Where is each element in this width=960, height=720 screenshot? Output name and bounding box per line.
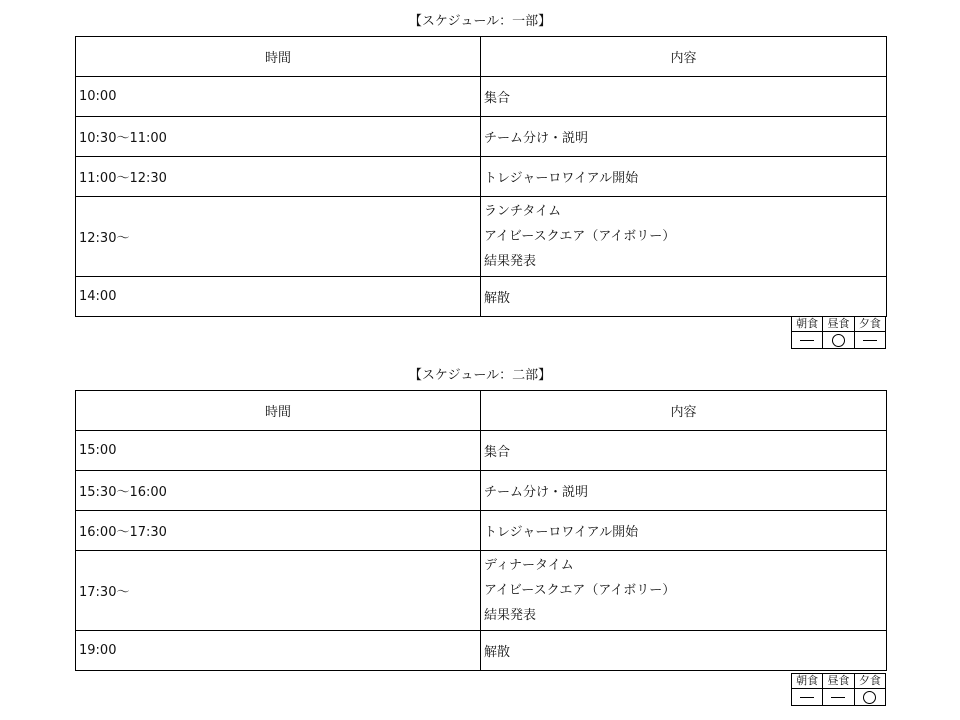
content-cell xyxy=(481,157,887,197)
time-cell: 14:00 xyxy=(76,277,481,317)
meals-part1-table xyxy=(791,316,886,349)
time-column-header: 時間 xyxy=(76,37,481,77)
table-row xyxy=(76,77,887,117)
dash-mark-icon xyxy=(800,340,814,341)
lunch-mark xyxy=(823,689,854,706)
table-row xyxy=(76,117,887,157)
content-line: 結果発表 xyxy=(484,608,537,623)
time-cell: 12:30～ xyxy=(76,197,481,277)
schedule-part2-table xyxy=(75,390,887,671)
lunch-header: 昼食 xyxy=(823,674,854,689)
time-cell: 17:30～ xyxy=(76,551,481,631)
meals-marks-row xyxy=(792,689,886,706)
content-cell xyxy=(481,511,887,551)
content-column-header: 内容 xyxy=(481,37,887,77)
meals-header-row xyxy=(792,317,886,332)
meals-part2-table xyxy=(791,673,886,706)
content-cell xyxy=(481,197,887,277)
content-line: トレジャーロワイアル開始 xyxy=(484,171,639,186)
time-cell: 15:30～16:00 xyxy=(76,471,481,511)
content-cell xyxy=(481,471,887,511)
meals-header-row xyxy=(792,674,886,689)
dinner-mark xyxy=(854,332,885,349)
content-line: アイビースクエア（アイボリー） xyxy=(484,583,676,598)
content-line: ディナータイム xyxy=(484,558,574,573)
breakfast-header: 朝食 xyxy=(792,674,823,689)
content-line: ランチタイム xyxy=(484,204,562,219)
breakfast-header: 朝食 xyxy=(792,317,823,332)
dinner-header: 夕食 xyxy=(854,674,885,689)
table-row xyxy=(76,431,887,471)
lunch-header: 昼食 xyxy=(823,317,854,332)
breakfast-mark xyxy=(792,689,823,706)
breakfast-mark xyxy=(792,332,823,349)
schedule-part2-title: 【スケジュール：二部】 xyxy=(408,368,552,383)
content-cell xyxy=(481,117,887,157)
content-line: チーム分け・説明 xyxy=(484,131,589,146)
table-header-row xyxy=(76,391,887,431)
dash-mark-icon xyxy=(800,697,814,698)
table-row xyxy=(76,631,887,671)
dinner-mark xyxy=(854,689,885,706)
content-line: チーム分け・説明 xyxy=(484,485,589,500)
dash-mark-icon xyxy=(863,340,877,341)
time-column-header: 時間 xyxy=(76,391,481,431)
content-line: 解散 xyxy=(484,291,511,306)
table-header-row xyxy=(76,37,887,77)
meals-marks-row xyxy=(792,332,886,349)
circle-mark-icon xyxy=(863,691,876,704)
dash-mark-icon xyxy=(831,697,845,698)
content-line: トレジャーロワイアル開始 xyxy=(484,525,639,540)
content-line: アイビースクエア（アイボリー） xyxy=(484,229,676,244)
content-cell xyxy=(481,77,887,117)
content-line: 解散 xyxy=(484,645,511,660)
time-cell: 15:00 xyxy=(76,431,481,471)
time-cell: 11:00～12:30 xyxy=(76,157,481,197)
table-row xyxy=(76,511,887,551)
lunch-mark xyxy=(823,332,854,349)
time-cell: 10:00 xyxy=(76,77,481,117)
content-cell xyxy=(481,631,887,671)
dinner-header: 夕食 xyxy=(854,317,885,332)
content-column-header: 内容 xyxy=(481,391,887,431)
schedule-part1-title: 【スケジュール：一部】 xyxy=(408,14,552,29)
content-cell xyxy=(481,277,887,317)
time-cell: 19:00 xyxy=(76,631,481,671)
table-row xyxy=(76,197,887,277)
content-line: 結果発表 xyxy=(484,254,537,269)
schedule-part1-table xyxy=(75,36,887,317)
table-row xyxy=(76,157,887,197)
content-line: 集合 xyxy=(484,445,511,460)
table-row xyxy=(76,277,887,317)
content-cell xyxy=(481,431,887,471)
time-cell: 16:00～17:30 xyxy=(76,511,481,551)
time-cell: 10:30～11:00 xyxy=(76,117,481,157)
content-cell xyxy=(481,551,887,631)
table-row xyxy=(76,551,887,631)
circle-mark-icon xyxy=(832,334,845,347)
content-line: 集合 xyxy=(484,91,511,106)
table-row xyxy=(76,471,887,511)
